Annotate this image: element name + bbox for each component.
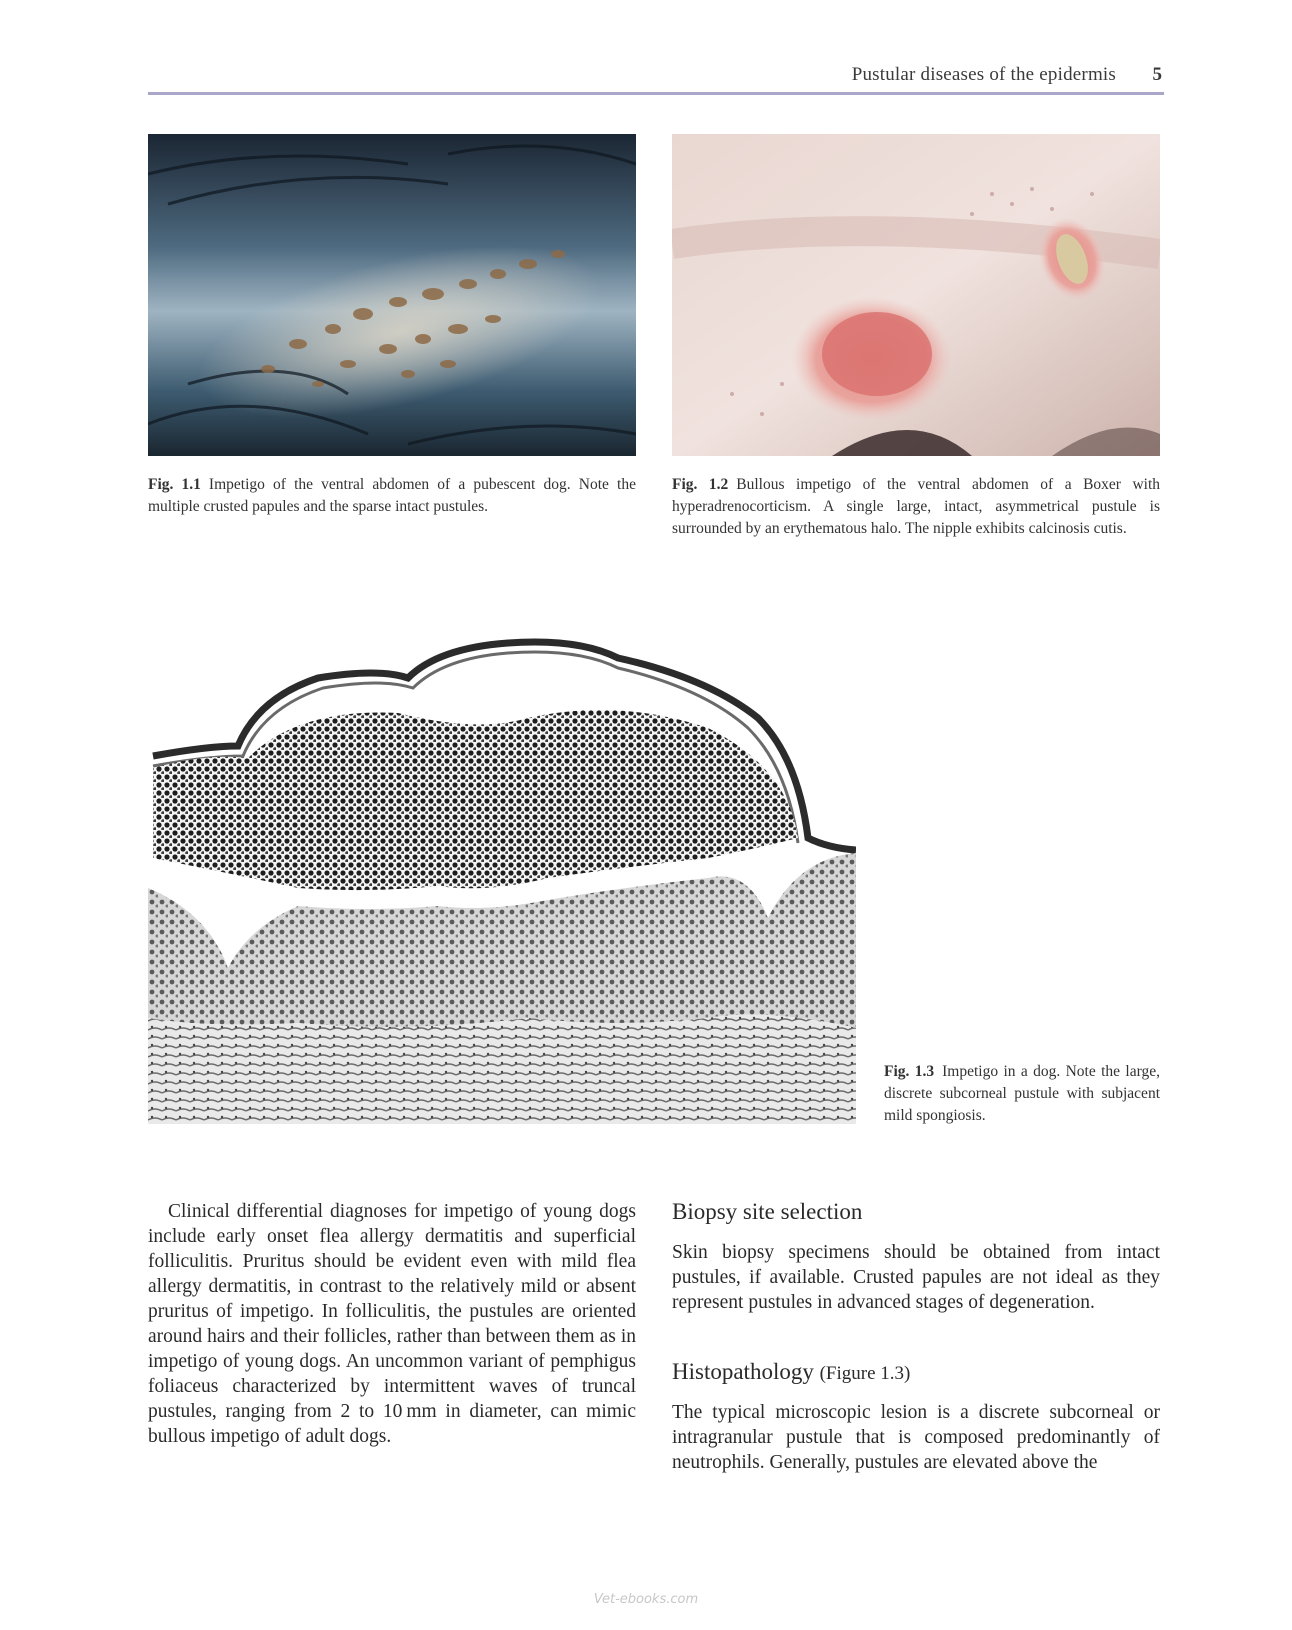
biopsy-paragraph: Skin biopsy specimens should be obtained from intact pustules, if available. Crusted papules are not ideal as they represent pustules in advanced stages of degeneration.: [672, 1242, 1160, 1313]
figure-reference: (Figure 1.3): [819, 1363, 911, 1384]
running-header: [148, 64, 1164, 92]
section-heading-biopsy-text: Biopsy site selection: [672, 1199, 863, 1224]
figure-1-3-caption: [884, 1061, 1160, 1127]
left-column: [148, 1199, 636, 1449]
figure-1-1-image: [148, 134, 636, 456]
page-number: 5: [1152, 64, 1162, 85]
watermark: Vet-ebooks.com: [593, 1592, 699, 1607]
figure-1-3-label: Fig. 1.3: [884, 1063, 935, 1080]
figure-1-2-image: [672, 134, 1160, 456]
section-heading-histopathology-text: Histopathology: [672, 1359, 814, 1384]
running-title: Pustular diseases of the epidermis: [851, 64, 1116, 85]
figure-1-3-caption-text: Impetigo in a dog. Note the large, discrete subcorneal pustule with subjacent mild spongiosis.: [884, 1063, 1160, 1124]
section-heading-biopsy: [672, 1199, 862, 1225]
figure-1-3-image: [148, 638, 856, 1124]
differential-diagnosis-paragraph: Clinical differential diagnoses for impetigo of young dogs include early onset flea allergy dermatitis and superficial folliculitis. Pruritus should be evident even with mild flea allergy dermatitis, in contrast to the relatively mild or absent pruritus of impetigo. In folliculitis, the pustules are oriented around hairs and their follicles, rather than between them as in impetigo of young dogs. An uncommon variant of pemphigus foliaceus characterized by intermittent waves of truncal pustules, ranging from 2 to 10 mm in diameter, can mimic bullous impetigo of adult dogs.: [148, 1201, 636, 1447]
figure-1-2-caption-text: Bullous impetigo of the ventral abdomen of a Boxer with hyperadrenocorticism. A single large, intact, asymmetrical pustule is surrounded by an erythematous halo. The nipple exhibits calcinosis cutis.: [672, 476, 1161, 537]
figure-1-1-caption: [148, 474, 636, 518]
figure-1-1-label: Fig. 1.1: [148, 476, 201, 493]
header-rule: [148, 92, 1164, 95]
figure-1-2-label: Fig. 1.2: [672, 476, 729, 493]
section-heading-histopathology: [672, 1359, 910, 1385]
figure-1-1-caption-text: Impetigo of the ventral abdomen of a pubescent dog. Note the multiple crusted papules and the sparse intact pustules.: [148, 476, 636, 515]
figure-1-2-caption: [672, 474, 1160, 540]
histopathology-paragraph: The typical microscopic lesion is a discrete subcorneal or intragranular pustule that is composed predominantly of neutrophils. Generally, pustules are elevated above the: [672, 1402, 1160, 1473]
